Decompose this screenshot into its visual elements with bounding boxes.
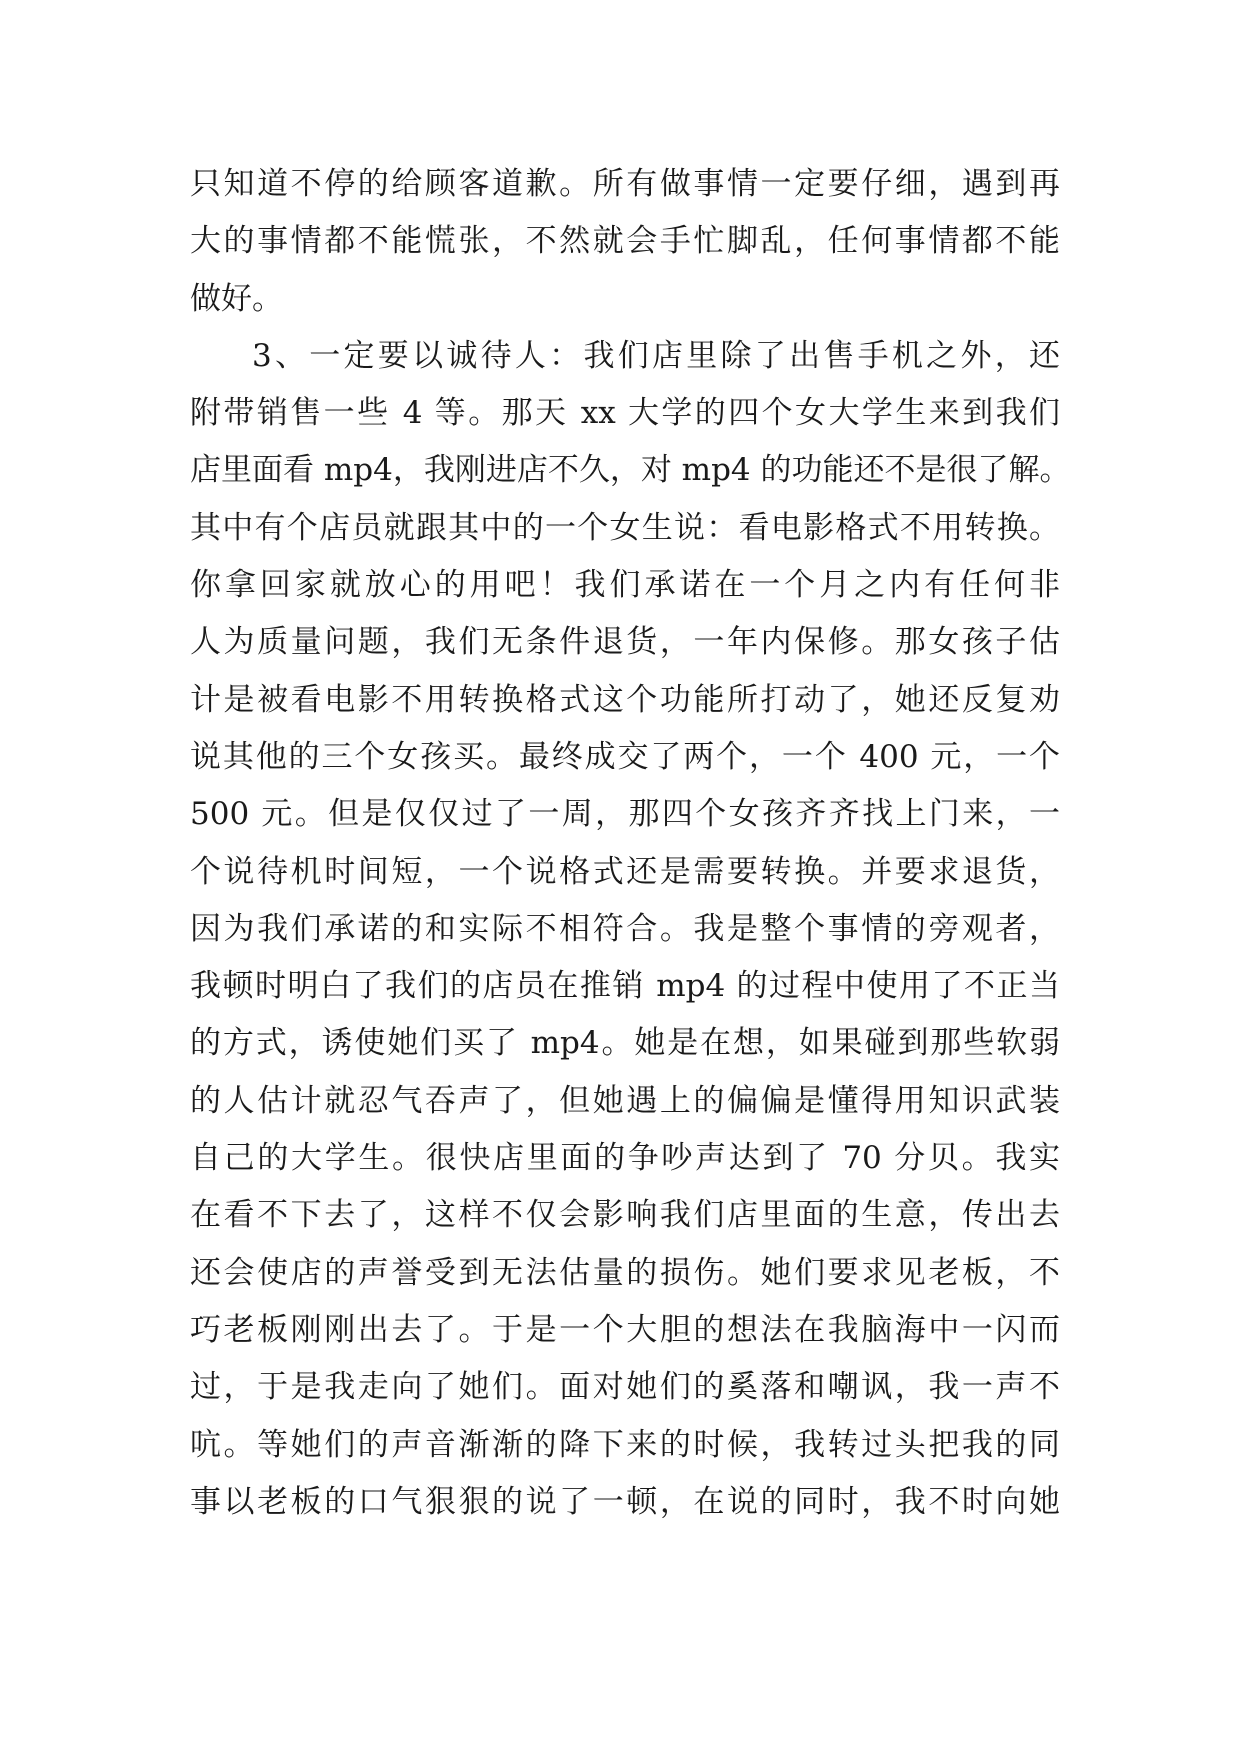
text-line: 500 元。但是仅仅过了一周，那四个女孩齐齐找上门来，一 bbox=[190, 796, 1060, 833]
text-line: 计是被看电影不用转换格式这个功能所打动了，她还反复劝 bbox=[190, 681, 1060, 718]
text-line: 事以老板的口气狠狠的说了一顿，在说的同时，我不时向她 bbox=[190, 1483, 1060, 1520]
text-line: 过，于是我走向了她们。面对她们的奚落和嘲讽，我一声不 bbox=[190, 1369, 1060, 1406]
text-line: 做好。 bbox=[190, 280, 283, 317]
text-line: 我顿时明白了我们的店员在推销 mp4 的过程中使用了不正当 bbox=[190, 968, 1060, 1005]
text-line: 附带销售一些 4 等。那天 xx 大学的四个女大学生来到我们 bbox=[190, 395, 1060, 432]
paragraph-start-line: 3、一定要以诚待人：我们店里除了出售手机之外，还 bbox=[252, 337, 1060, 374]
text-line: 人为质量问题，我们无条件退货，一年内保修。那女孩子估 bbox=[190, 624, 1060, 661]
text-line: 店里面看 mp4，我刚进店不久，对 mp4 的功能还不是很了解。 bbox=[190, 452, 1071, 489]
text-line: 的人估计就忍气吞声了，但她遇上的偏偏是懂得用知识武装 bbox=[190, 1082, 1060, 1119]
text-line: 吭。等她们的声音渐渐的降下来的时候，我转过头把我的同 bbox=[190, 1426, 1060, 1463]
text-line: 只知道不停的给顾客道歉。所有做事情一定要仔细，遇到再 bbox=[190, 166, 1060, 202]
text-line: 在看不下去了，这样不仅会影响我们店里面的生意，传出去 bbox=[190, 1197, 1060, 1234]
text-line: 说其他的三个女孩买。最终成交了两个，一个 400 元，一个 bbox=[190, 738, 1060, 775]
body-text bbox=[190, 156, 1071, 1531]
text-line: 其中有个店员就跟其中的一个女生说：看电影格式不用转换。 bbox=[190, 509, 1060, 546]
text-line: 的方式，诱使她们买了 mp4。她是在想，如果碰到那些软弱 bbox=[190, 1025, 1060, 1062]
text-line: 个说待机时间短，一个说格式还是需要转换。并要求退货， bbox=[190, 853, 1060, 890]
text-line: 你拿回家就放心的用吧！我们承诺在一个月之内有任何非 bbox=[190, 567, 1060, 604]
text-line: 大的事情都不能慌张，不然就会手忙脚乱，任何事情都不能 bbox=[190, 223, 1060, 260]
text-line: 巧老板刚刚出去了。于是一个大胆的想法在我脑海中一闪而 bbox=[190, 1311, 1060, 1348]
text-line: 自己的大学生。很快店里面的争吵声达到了 70 分贝。我实 bbox=[190, 1140, 1060, 1177]
text-line: 还会使店的声誉受到无法估量的损伤。她们要求见老板，不 bbox=[190, 1254, 1060, 1291]
text-line: 因为我们承诺的和实际不相符合。我是整个事情的旁观者， bbox=[190, 910, 1060, 947]
